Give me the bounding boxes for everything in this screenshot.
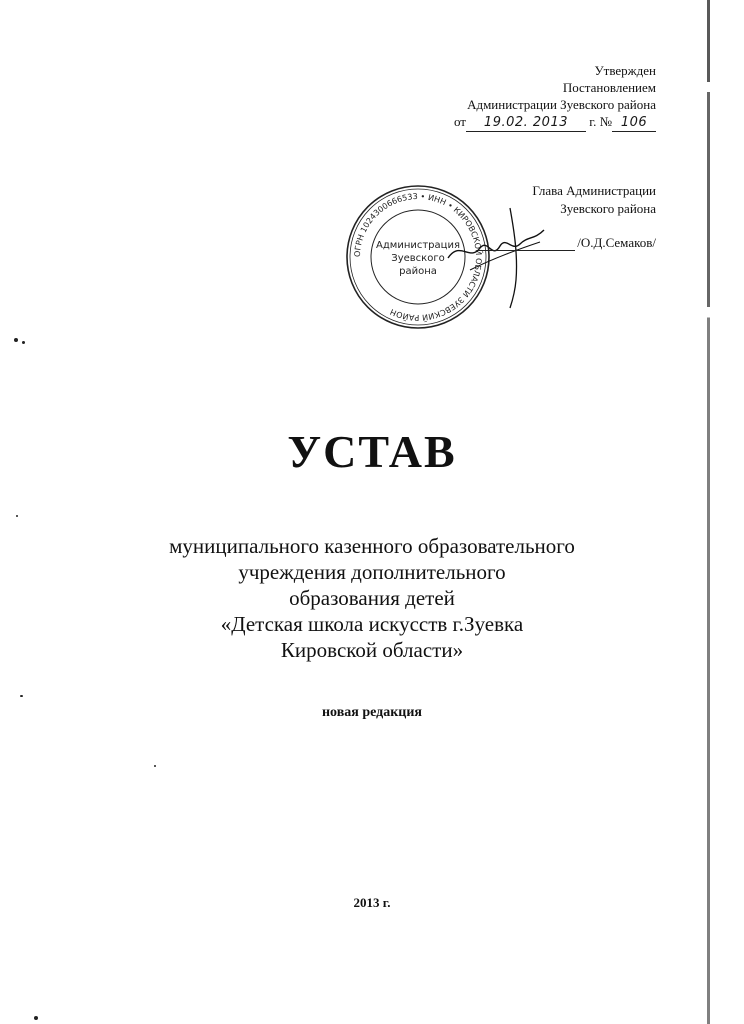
head-district: Зуевского района: [560, 201, 656, 216]
head-title: Глава Администрации: [532, 183, 656, 198]
scan-border: [707, 0, 710, 1024]
scan-speck: [154, 765, 156, 767]
scan-speck: [16, 515, 18, 517]
approval-line-resolution: Постановлением: [562, 80, 656, 95]
seal-ring-textpath: ОГРН 1024300666533 • ИНН • КИРОВСКОЙ ОБЛАСТИ ЗУЕВСКИЙ РАЙОН: [352, 191, 484, 323]
signatory-name: /О.Д.Семаков/: [577, 235, 656, 250]
edition-note: новая редакция: [321, 705, 423, 720]
subtitle-line-3: образования детей: [289, 586, 455, 610]
approval-block: [420, 62, 656, 132]
date-prefix: от: [453, 114, 466, 129]
seal-center-line-2: Зуевского: [391, 253, 445, 264]
approval-line-approved: Утвержден: [594, 63, 656, 78]
scan-speck: [34, 1016, 38, 1020]
signature-line: [479, 250, 575, 251]
subtitle-line-4: «Детская школа искусств г.Зуевка: [220, 612, 524, 636]
document-title: УСТАВ: [287, 426, 457, 477]
head-of-administration-block: [480, 182, 656, 218]
approval-date-row: [420, 113, 656, 132]
subtitle-line-5: Кировской области»: [280, 638, 464, 662]
seal-center-line-3: района: [399, 266, 437, 277]
number-prefix: г. №: [589, 114, 612, 129]
subtitle-line-1: муниципального казенного образовательного: [169, 534, 575, 558]
handwritten-date: 19.02. 2013: [466, 114, 586, 132]
scan-speck: [22, 341, 25, 344]
seal-center-line-1: Администрация: [376, 240, 460, 251]
approval-line-administration: Администрации Зуевского района: [467, 97, 656, 112]
scan-speck: [20, 695, 23, 697]
signature-line-row: [470, 235, 656, 251]
scan-speck: [14, 338, 18, 342]
subtitle-line-2: учреждения дополнительного: [238, 560, 506, 584]
document-year: 2013 г.: [353, 895, 391, 910]
document-subtitle: [92, 533, 652, 663]
handwritten-number: 106: [612, 114, 656, 132]
